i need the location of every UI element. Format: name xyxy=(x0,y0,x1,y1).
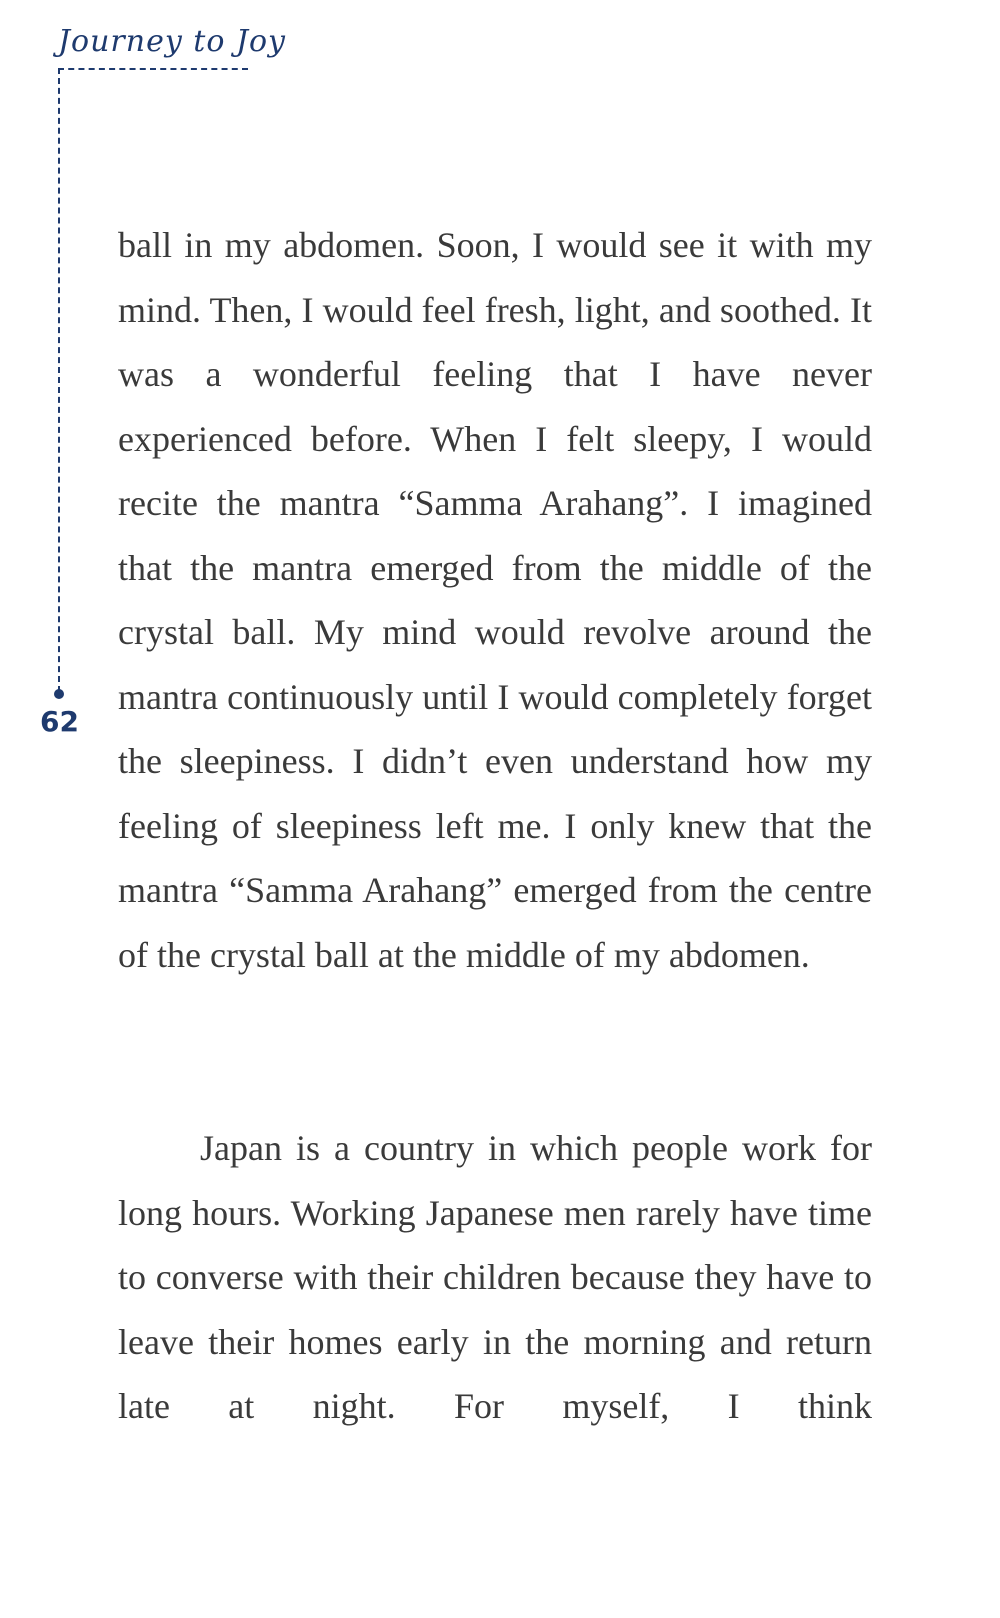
body-paragraph: ball in my abdomen. Soon, I would see it with my mind. Then, I would feel fresh, light, and soothed. It was a wonderful feeling that I have never experienced before. When I felt sleepy, I would recite the mantra “Samma Arahang”. I imagined that the mantra emerged from the middle of the crystal ball. My mind would revolve around the mantra continuously until I would completely forget the sleepiness. I didn’t even understand how my feeling of sleepiness left me. I only knew that the mantra “Samma Arahang” emerged from the centre of the crystal ball at the middle of my abdomen. xyxy=(118,225,872,975)
margin-line-end-dot xyxy=(54,689,64,699)
body-paragraph: Japan is a country in which people work for long hours. Working Japanese men rarely have time to converse with their children because they have to leave their homes early in the morning and return late at night. For myself, I think xyxy=(118,1128,872,1426)
header-underline-divider xyxy=(58,68,248,70)
page-number: 62 xyxy=(40,705,79,738)
margin-dashed-line xyxy=(58,68,60,692)
running-header-title: Journey to Joy xyxy=(58,24,286,59)
